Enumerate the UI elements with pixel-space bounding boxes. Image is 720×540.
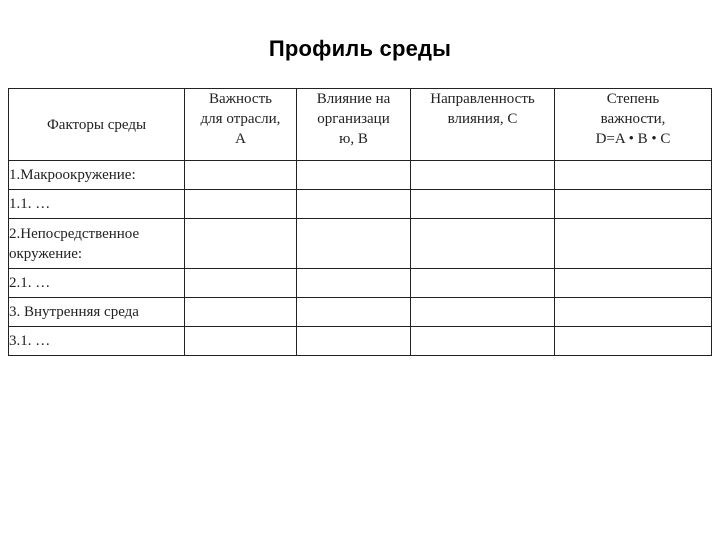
value-cell-d [555, 161, 712, 190]
header-influence-line-1: Влияние на [316, 91, 391, 107]
value-cell-d [555, 327, 712, 356]
header-direction-c [411, 89, 555, 161]
factor-cell [9, 219, 185, 269]
factor-cell: 3. Внутренняя среда [9, 298, 185, 327]
header-direction-line-2: влияния, С [447, 111, 518, 127]
value-cell-b [297, 298, 411, 327]
table-row [9, 219, 712, 269]
value-cell-d [555, 190, 712, 219]
value-cell-d [555, 219, 712, 269]
value-cell-c [411, 327, 555, 356]
header-influence-b [297, 89, 411, 161]
header-influence-line-3: ю, В [339, 131, 368, 147]
value-cell-c [411, 161, 555, 190]
header-importance-line-3: А [235, 131, 246, 147]
factor-line-2: окружение: [9, 245, 83, 262]
header-direction-line-1: Направленность [430, 91, 535, 107]
header-degree-line-1: Степень [606, 91, 660, 107]
value-cell-c [411, 269, 555, 298]
value-cell-a [185, 161, 297, 190]
value-cell-b [297, 269, 411, 298]
header-factors-line-1: Факторы среды [46, 116, 147, 133]
value-cell-d [555, 269, 712, 298]
value-cell-a [185, 298, 297, 327]
header-importance-a [185, 89, 297, 161]
header-factors [9, 89, 185, 161]
table-row [9, 190, 712, 219]
value-cell-b [297, 190, 411, 219]
value-cell-a [185, 219, 297, 269]
header-degree-line-2: важности, [600, 111, 666, 127]
table-row [9, 161, 712, 190]
header-degree-d [555, 89, 712, 161]
header-importance-line-2: для отрасли, [200, 111, 281, 127]
value-cell-c [411, 298, 555, 327]
header-importance-line-1: Важность [209, 91, 272, 107]
header-degree-line-3: D=A • B • C [595, 131, 671, 147]
factor-cell: 1.Макроокружение: [9, 161, 185, 190]
environment-profile-table [8, 88, 712, 356]
value-cell-a [185, 190, 297, 219]
slide-title: Профиль среды [268, 36, 452, 61]
value-cell-d [555, 298, 712, 327]
header-influence-line-2: организаци [317, 111, 390, 127]
value-cell-a [185, 327, 297, 356]
table-row [9, 298, 712, 327]
table-header-row [9, 89, 712, 161]
factor-line-1: 2.Непосредственное [9, 225, 140, 242]
factor-cell: 3.1. … [9, 327, 185, 356]
value-cell-c [411, 219, 555, 269]
table-row [9, 327, 712, 356]
value-cell-c [411, 190, 555, 219]
factor-cell: 2.1. … [9, 269, 185, 298]
factor-cell: 1.1. … [9, 190, 185, 219]
value-cell-b [297, 161, 411, 190]
table-row [9, 269, 712, 298]
value-cell-b [297, 327, 411, 356]
value-cell-a [185, 269, 297, 298]
value-cell-b [297, 219, 411, 269]
